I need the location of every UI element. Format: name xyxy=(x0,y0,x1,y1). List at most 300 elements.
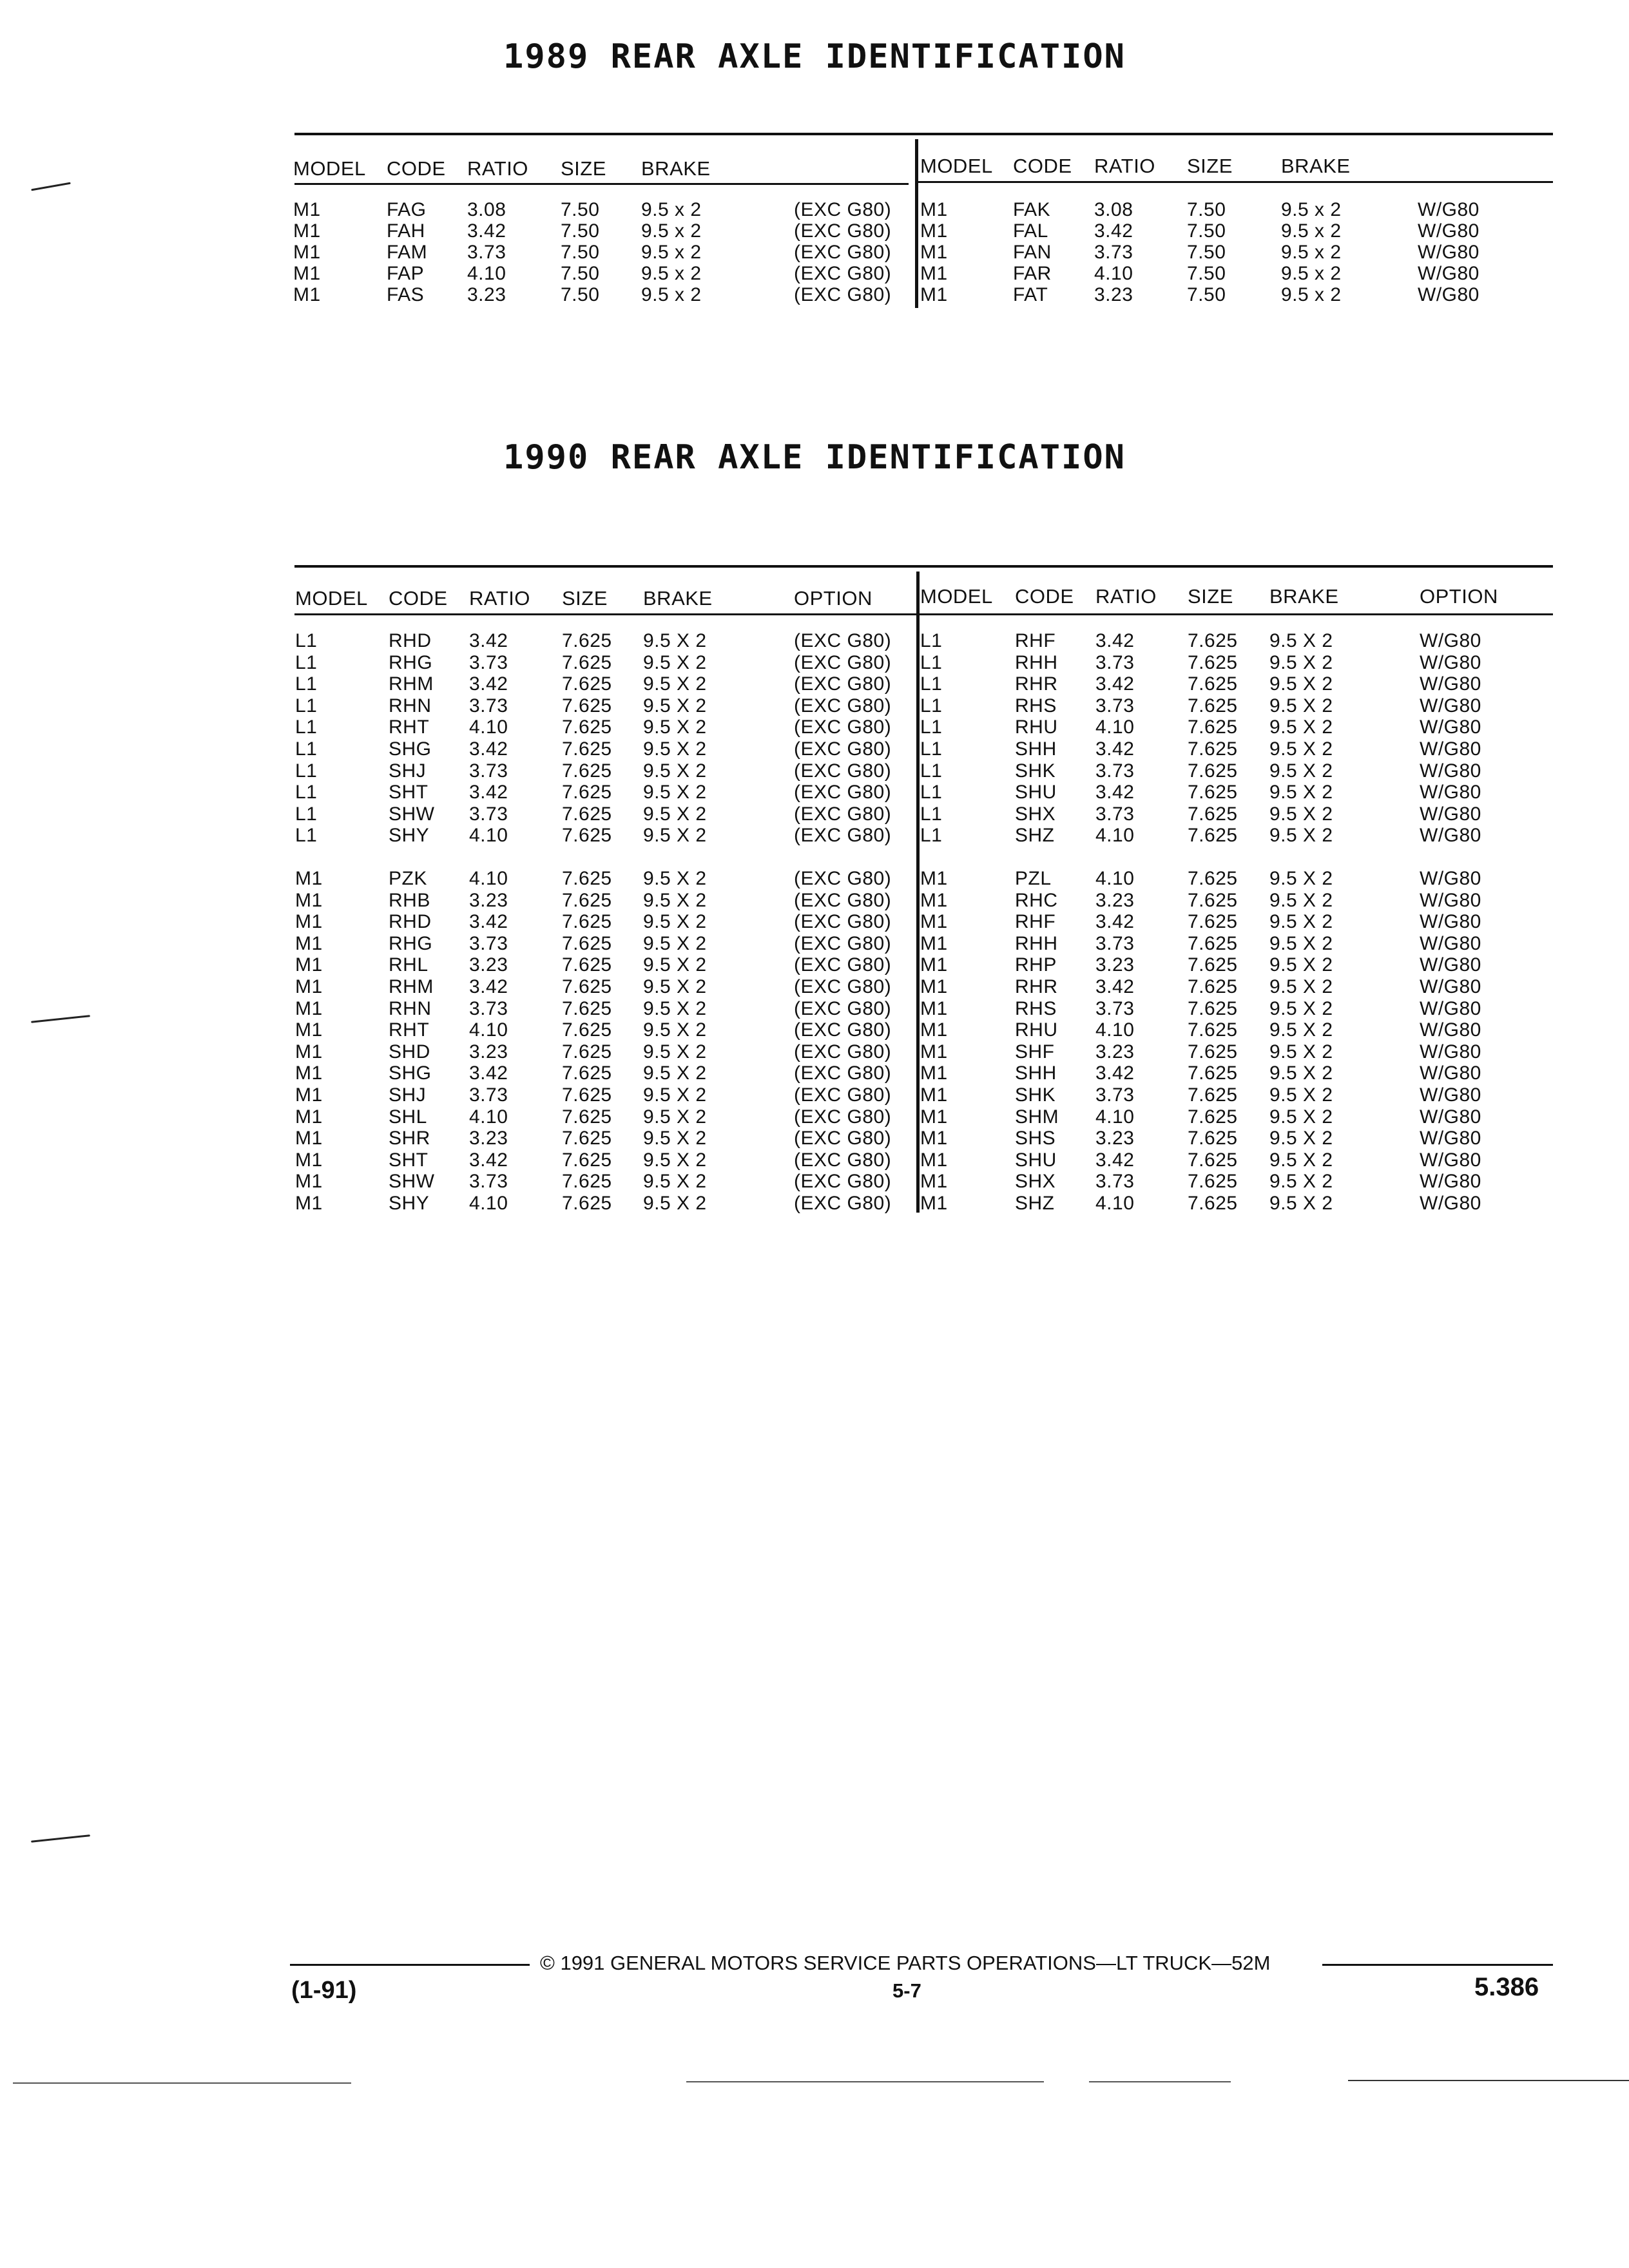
left-code-cell: FAS xyxy=(387,284,425,305)
left-size-cell: 7.625 xyxy=(562,716,612,738)
right-code-cell: FAT xyxy=(1013,284,1048,305)
left-size-cell: 7.625 xyxy=(562,825,612,847)
left-ratio-cell: 3.42 xyxy=(469,630,508,651)
left-model-cell: M1 xyxy=(295,1062,323,1084)
right-brake-cell: 9.5 X 2 xyxy=(1269,997,1333,1019)
right-ratio-cell: 3.42 xyxy=(1095,976,1135,997)
footer-rule-left xyxy=(290,1964,530,1966)
left-model-cell: M1 xyxy=(293,263,321,284)
header-right-model: MODEL xyxy=(920,155,993,177)
left-size-cell: 7.625 xyxy=(562,760,612,782)
right-model-cell: M1 xyxy=(920,1062,948,1084)
right-code-cell: RHF xyxy=(1015,911,1056,933)
right-brake-cell: 9.5 X 2 xyxy=(1269,630,1333,651)
left-size-cell: 7.625 xyxy=(562,1041,612,1062)
right-model-cell: M1 xyxy=(920,199,948,220)
right-size-cell: 7.625 xyxy=(1188,868,1238,889)
left-ratio-cell: 3.73 xyxy=(469,932,508,954)
left-option-cell: (EXC G80) xyxy=(794,911,892,933)
left-code-cell: PZK xyxy=(389,868,427,889)
right-code-cell: FAN xyxy=(1013,242,1052,263)
right-model-cell: L1 xyxy=(920,782,943,803)
right-ratio-cell: 4.10 xyxy=(1095,868,1135,889)
left-brake-cell: 9.5 X 2 xyxy=(643,630,707,651)
left-code-cell: RHG xyxy=(389,651,433,673)
left-size-cell: 7.50 xyxy=(561,242,600,263)
left-model-cell: M1 xyxy=(293,199,321,220)
right-size-cell: 7.625 xyxy=(1188,695,1238,716)
left-ratio-cell: 3.73 xyxy=(467,242,506,263)
left-ratio-cell: 3.23 xyxy=(469,1041,508,1062)
right-option-cell: W/G80 xyxy=(1418,284,1480,305)
left-option-cell: (EXC G80) xyxy=(794,1149,892,1171)
header-right-brake: BRAKE xyxy=(1281,155,1351,177)
left-option-cell: (EXC G80) xyxy=(794,1193,892,1214)
right-option-cell: W/G80 xyxy=(1420,997,1481,1019)
left-model-cell: M1 xyxy=(295,976,323,997)
left-size-cell: 7.625 xyxy=(562,738,612,760)
right-code-cell: RHH xyxy=(1015,651,1058,673)
left-brake-cell: 9.5 X 2 xyxy=(643,825,707,847)
right-model-cell: M1 xyxy=(920,954,948,976)
right-option-cell: W/G80 xyxy=(1420,954,1481,976)
left-size-cell: 7.625 xyxy=(562,630,612,651)
right-option-cell: W/G80 xyxy=(1420,782,1481,803)
left-model-cell: M1 xyxy=(295,1041,323,1062)
right-model-cell: M1 xyxy=(920,868,948,889)
left-size-cell: 7.625 xyxy=(562,1062,612,1084)
left-size-cell: 7.50 xyxy=(561,284,600,305)
left-size-cell: 7.625 xyxy=(562,1106,612,1128)
header-right-size: SIZE xyxy=(1188,585,1233,608)
right-ratio-cell: 3.73 xyxy=(1095,695,1135,716)
right-code-cell: SHK xyxy=(1015,760,1056,782)
right-brake-cell: 9.5 X 2 xyxy=(1269,911,1333,933)
header-left-option: OPTION xyxy=(794,587,872,610)
left-brake-cell: 9.5 X 2 xyxy=(643,911,707,933)
scan-mark xyxy=(31,182,71,191)
right-ratio-cell: 3.42 xyxy=(1095,630,1135,651)
right-brake-cell: 9.5 X 2 xyxy=(1269,1041,1333,1062)
header-right-ratio: RATIO xyxy=(1094,155,1155,177)
table-1989-top-rule xyxy=(294,133,1553,135)
right-size-cell: 7.625 xyxy=(1188,1019,1238,1041)
header-right-code: CODE xyxy=(1015,585,1074,608)
right-option-cell: W/G80 xyxy=(1420,889,1481,911)
right-ratio-cell: 3.73 xyxy=(1095,1171,1135,1193)
right-ratio-cell: 3.08 xyxy=(1094,199,1133,220)
left-brake-cell: 9.5 X 2 xyxy=(643,760,707,782)
right-size-cell: 7.625 xyxy=(1188,1193,1238,1214)
left-option-cell: (EXC G80) xyxy=(794,738,892,760)
footer-rule-right xyxy=(1322,1964,1553,1966)
left-option-cell: (EXC G80) xyxy=(794,1171,892,1193)
left-brake-cell: 9.5 X 2 xyxy=(643,1193,707,1214)
header-left-size: SIZE xyxy=(562,587,608,610)
right-code-cell: RHU xyxy=(1015,716,1058,738)
right-model-cell: M1 xyxy=(920,1041,948,1062)
right-brake-cell: 9.5 X 2 xyxy=(1269,651,1333,673)
header-right-ratio: RATIO xyxy=(1095,585,1157,608)
left-model-cell: M1 xyxy=(295,868,323,889)
left-option-cell: (EXC G80) xyxy=(794,651,892,673)
left-code-cell: FAM xyxy=(387,242,428,263)
header-left-ratio: RATIO xyxy=(469,587,530,610)
left-code-cell: FAH xyxy=(387,220,425,242)
right-brake-cell: 9.5 X 2 xyxy=(1269,1149,1333,1171)
left-option-cell: (EXC G80) xyxy=(794,803,892,825)
right-model-cell: M1 xyxy=(920,932,948,954)
right-size-cell: 7.625 xyxy=(1188,889,1238,911)
left-option-cell: (EXC G80) xyxy=(794,868,892,889)
left-ratio-cell: 4.10 xyxy=(469,1193,508,1214)
left-code-cell: SHL xyxy=(389,1106,427,1128)
left-size-cell: 7.50 xyxy=(561,263,600,284)
right-option-cell: W/G80 xyxy=(1420,1041,1481,1062)
left-size-cell: 7.50 xyxy=(561,220,600,242)
left-model-cell: L1 xyxy=(295,695,318,716)
left-option-cell: (EXC G80) xyxy=(794,1041,892,1062)
right-code-cell: SHS xyxy=(1015,1128,1056,1149)
left-size-cell: 7.625 xyxy=(562,868,612,889)
right-ratio-cell: 4.10 xyxy=(1095,1106,1135,1128)
right-model-cell: M1 xyxy=(920,911,948,933)
right-option-cell: W/G80 xyxy=(1420,911,1481,933)
header-left-code: CODE xyxy=(389,587,448,610)
right-code-cell: RHC xyxy=(1015,889,1058,911)
left-ratio-cell: 3.73 xyxy=(469,1084,508,1106)
left-model-cell: L1 xyxy=(295,782,318,803)
left-code-cell: RHL xyxy=(389,954,429,976)
right-code-cell: FAL xyxy=(1013,220,1048,242)
right-option-cell: W/G80 xyxy=(1420,630,1481,651)
left-code-cell: RHT xyxy=(389,1019,430,1041)
left-option-cell: (EXC G80) xyxy=(794,782,892,803)
left-ratio-cell: 3.08 xyxy=(467,199,506,220)
left-brake-cell: 9.5 X 2 xyxy=(643,1171,707,1193)
right-ratio-cell: 3.73 xyxy=(1095,651,1135,673)
left-size-cell: 7.625 xyxy=(562,997,612,1019)
right-code-cell: SHK xyxy=(1015,1084,1056,1106)
right-code-cell: SHH xyxy=(1015,1062,1057,1084)
right-size-cell: 7.625 xyxy=(1188,911,1238,933)
right-ratio-cell: 4.10 xyxy=(1095,716,1135,738)
right-option-cell: W/G80 xyxy=(1420,1106,1481,1128)
right-option-cell: W/G80 xyxy=(1420,868,1481,889)
right-model-cell: L1 xyxy=(920,738,943,760)
left-code-cell: RHN xyxy=(389,695,432,716)
right-option-cell: W/G80 xyxy=(1420,673,1481,695)
right-code-cell: SHX xyxy=(1015,1171,1056,1193)
left-model-cell: M1 xyxy=(293,220,321,242)
right-size-cell: 7.625 xyxy=(1188,954,1238,976)
left-size-cell: 7.625 xyxy=(562,1171,612,1193)
right-brake-cell: 9.5 X 2 xyxy=(1269,803,1333,825)
left-model-cell: M1 xyxy=(295,1084,323,1106)
right-code-cell: SHZ xyxy=(1015,825,1055,847)
right-ratio-cell: 4.10 xyxy=(1095,1193,1135,1214)
left-option-cell: (EXC G80) xyxy=(794,673,892,695)
right-model-cell: M1 xyxy=(920,284,948,305)
left-code-cell: SHD xyxy=(389,1041,430,1062)
right-size-cell: 7.50 xyxy=(1187,242,1226,263)
left-size-cell: 7.625 xyxy=(562,1149,612,1171)
right-option-cell: W/G80 xyxy=(1418,220,1480,242)
right-size-cell: 7.625 xyxy=(1188,976,1238,997)
right-ratio-cell: 3.73 xyxy=(1095,997,1135,1019)
right-brake-cell: 9.5 X 2 xyxy=(1269,1084,1333,1106)
header-left-ratio: RATIO xyxy=(467,157,528,180)
right-size-cell: 7.625 xyxy=(1188,716,1238,738)
left-code-cell: SHG xyxy=(389,1062,432,1084)
right-ratio-cell: 3.42 xyxy=(1095,1149,1135,1171)
header-left-model: MODEL xyxy=(295,587,368,610)
right-size-cell: 7.625 xyxy=(1188,1149,1238,1171)
left-ratio-cell: 4.10 xyxy=(467,263,506,284)
right-size-cell: 7.625 xyxy=(1188,1041,1238,1062)
left-code-cell: RHT xyxy=(389,716,430,738)
left-ratio-cell: 3.42 xyxy=(469,911,508,933)
left-ratio-cell: 3.73 xyxy=(469,651,508,673)
right-brake-cell: 9.5 x 2 xyxy=(1281,242,1342,263)
right-brake-cell: 9.5 x 2 xyxy=(1281,199,1342,220)
left-option-cell: (EXC G80) xyxy=(794,889,892,911)
header-left-model: MODEL xyxy=(293,157,366,180)
left-brake-cell: 9.5 X 2 xyxy=(643,803,707,825)
left-brake-cell: 9.5 X 2 xyxy=(643,651,707,673)
right-brake-cell: 9.5 X 2 xyxy=(1269,889,1333,911)
left-model-cell: M1 xyxy=(295,1019,323,1041)
left-size-cell: 7.625 xyxy=(562,889,612,911)
right-brake-cell: 9.5 X 2 xyxy=(1269,954,1333,976)
right-option-cell: W/G80 xyxy=(1420,695,1481,716)
right-option-cell: W/G80 xyxy=(1420,1193,1481,1214)
right-size-cell: 7.625 xyxy=(1188,1106,1238,1128)
title-1989: 1989 REAR AXLE IDENTIFICATION xyxy=(503,37,1126,76)
right-brake-cell: 9.5 X 2 xyxy=(1269,1062,1333,1084)
left-ratio-cell: 4.10 xyxy=(469,868,508,889)
right-model-cell: M1 xyxy=(920,1106,948,1128)
left-ratio-cell: 3.23 xyxy=(469,889,508,911)
right-size-cell: 7.625 xyxy=(1188,673,1238,695)
left-size-cell: 7.625 xyxy=(562,651,612,673)
right-ratio-cell: 4.10 xyxy=(1095,1019,1135,1041)
right-option-cell: W/G80 xyxy=(1420,1171,1481,1193)
right-size-cell: 7.50 xyxy=(1187,220,1226,242)
right-code-cell: SHZ xyxy=(1015,1193,1055,1214)
table-1990-header-rule xyxy=(294,613,1553,615)
left-model-cell: L1 xyxy=(295,803,318,825)
left-code-cell: SHY xyxy=(389,1193,430,1214)
right-model-cell: L1 xyxy=(920,695,943,716)
right-code-cell: RHH xyxy=(1015,932,1058,954)
right-code-cell: RHS xyxy=(1015,997,1057,1019)
left-brake-cell: 9.5 x 2 xyxy=(641,284,702,305)
left-option-cell: (EXC G80) xyxy=(794,630,892,651)
left-size-cell: 7.625 xyxy=(562,673,612,695)
left-size-cell: 7.625 xyxy=(562,976,612,997)
right-brake-cell: 9.5 X 2 xyxy=(1269,738,1333,760)
left-option-cell: (EXC G80) xyxy=(794,1084,892,1106)
scan-mark xyxy=(31,1015,90,1023)
header-right-brake: BRAKE xyxy=(1269,585,1339,608)
left-option-cell: (EXC G80) xyxy=(794,760,892,782)
right-ratio-cell: 3.42 xyxy=(1095,738,1135,760)
right-code-cell: FAK xyxy=(1013,199,1051,220)
left-code-cell: RHD xyxy=(389,630,432,651)
left-model-cell: M1 xyxy=(295,1128,323,1149)
right-code-cell: SHF xyxy=(1015,1041,1055,1062)
left-code-cell: SHW xyxy=(389,1171,435,1193)
right-size-cell: 7.625 xyxy=(1188,932,1238,954)
left-option-cell: (EXC G80) xyxy=(794,954,892,976)
right-code-cell: RHR xyxy=(1015,673,1058,695)
right-model-cell: L1 xyxy=(920,803,943,825)
left-size-cell: 7.625 xyxy=(562,932,612,954)
left-code-cell: SHY xyxy=(389,825,430,847)
right-code-cell: RHU xyxy=(1015,1019,1058,1041)
right-ratio-cell: 3.23 xyxy=(1094,284,1133,305)
right-code-cell: FAR xyxy=(1013,263,1052,284)
right-brake-cell: 9.5 X 2 xyxy=(1269,782,1333,803)
scan-line xyxy=(1089,2081,1231,2082)
left-code-cell: SHW xyxy=(389,803,435,825)
left-brake-cell: 9.5 X 2 xyxy=(643,1106,707,1128)
left-ratio-cell: 3.42 xyxy=(469,1149,508,1171)
right-option-cell: W/G80 xyxy=(1420,651,1481,673)
left-size-cell: 7.625 xyxy=(562,1193,612,1214)
title-1990: 1990 REAR AXLE IDENTIFICATION xyxy=(503,438,1126,477)
table-1990-divider xyxy=(916,572,920,1213)
right-brake-cell: 9.5 X 2 xyxy=(1269,673,1333,695)
right-option-cell: W/G80 xyxy=(1420,1019,1481,1041)
left-ratio-cell: 3.42 xyxy=(469,1062,508,1084)
left-brake-cell: 9.5 X 2 xyxy=(643,673,707,695)
left-option-cell: (EXC G80) xyxy=(794,695,892,716)
right-ratio-cell: 3.42 xyxy=(1094,220,1133,242)
right-model-cell: M1 xyxy=(920,1084,948,1106)
right-code-cell: SHX xyxy=(1015,803,1056,825)
right-brake-cell: 9.5 X 2 xyxy=(1269,1019,1333,1041)
right-size-cell: 7.625 xyxy=(1188,997,1238,1019)
right-size-cell: 7.625 xyxy=(1188,1084,1238,1106)
table-1989-header-rule xyxy=(294,183,909,185)
left-code-cell: SHR xyxy=(389,1128,430,1149)
header-right-option: OPTION xyxy=(1420,585,1498,608)
header-left-code: CODE xyxy=(387,157,446,180)
left-size-cell: 7.625 xyxy=(562,782,612,803)
right-option-cell: W/G80 xyxy=(1420,825,1481,847)
right-size-cell: 7.625 xyxy=(1188,760,1238,782)
right-size-cell: 7.50 xyxy=(1187,263,1226,284)
right-option-cell: W/G80 xyxy=(1418,242,1480,263)
right-model-cell: M1 xyxy=(920,1019,948,1041)
right-brake-cell: 9.5 X 2 xyxy=(1269,716,1333,738)
right-option-cell: W/G80 xyxy=(1420,1149,1481,1171)
right-option-cell: W/G80 xyxy=(1420,716,1481,738)
left-brake-cell: 9.5 X 2 xyxy=(643,1062,707,1084)
scan-line xyxy=(686,2081,1044,2082)
left-option-cell: (EXC G80) xyxy=(794,932,892,954)
right-ratio-cell: 3.73 xyxy=(1095,803,1135,825)
left-option-cell: (EXC G80) xyxy=(794,199,892,220)
right-size-cell: 7.625 xyxy=(1188,1062,1238,1084)
scan-line xyxy=(13,2082,351,2084)
right-code-cell: SHM xyxy=(1015,1106,1059,1128)
right-option-cell: W/G80 xyxy=(1420,1128,1481,1149)
table-1989-divider xyxy=(915,139,918,308)
left-brake-cell: 9.5 X 2 xyxy=(643,1019,707,1041)
left-code-cell: SHT xyxy=(389,782,429,803)
right-brake-cell: 9.5 X 2 xyxy=(1269,1128,1333,1149)
right-size-cell: 7.625 xyxy=(1188,825,1238,847)
left-brake-cell: 9.5 x 2 xyxy=(641,220,702,242)
left-option-cell: (EXC G80) xyxy=(794,1128,892,1149)
left-size-cell: 7.625 xyxy=(562,954,612,976)
right-option-cell: W/G80 xyxy=(1420,976,1481,997)
right-model-cell: L1 xyxy=(920,825,943,847)
left-brake-cell: 9.5 X 2 xyxy=(643,889,707,911)
right-size-cell: 7.625 xyxy=(1188,1171,1238,1193)
left-ratio-cell: 3.23 xyxy=(469,954,508,976)
right-model-cell: M1 xyxy=(920,263,948,284)
right-model-cell: M1 xyxy=(920,976,948,997)
right-option-cell: W/G80 xyxy=(1420,738,1481,760)
left-option-cell: (EXC G80) xyxy=(794,284,892,305)
right-ratio-cell: 3.42 xyxy=(1095,782,1135,803)
right-model-cell: M1 xyxy=(920,889,948,911)
right-model-cell: L1 xyxy=(920,673,943,695)
left-code-cell: RHM xyxy=(389,976,434,997)
right-ratio-cell: 3.23 xyxy=(1095,1128,1135,1149)
left-size-cell: 7.625 xyxy=(562,1084,612,1106)
left-model-cell: M1 xyxy=(295,889,323,911)
right-brake-cell: 9.5 X 2 xyxy=(1269,760,1333,782)
right-ratio-cell: 3.23 xyxy=(1095,889,1135,911)
left-brake-cell: 9.5 X 2 xyxy=(643,954,707,976)
left-ratio-cell: 3.42 xyxy=(469,673,508,695)
right-option-cell: W/G80 xyxy=(1420,1062,1481,1084)
right-option-cell: W/G80 xyxy=(1420,803,1481,825)
left-model-cell: M1 xyxy=(295,954,323,976)
right-model-cell: M1 xyxy=(920,1128,948,1149)
right-model-cell: M1 xyxy=(920,1193,948,1214)
left-code-cell: FAG xyxy=(387,199,427,220)
left-brake-cell: 9.5 X 2 xyxy=(643,1149,707,1171)
scan-mark xyxy=(31,1834,90,1843)
left-code-cell: RHG xyxy=(389,932,433,954)
left-model-cell: M1 xyxy=(295,932,323,954)
left-code-cell: SHT xyxy=(389,1149,429,1171)
left-ratio-cell: 3.73 xyxy=(469,803,508,825)
left-brake-cell: 9.5 X 2 xyxy=(643,1128,707,1149)
left-ratio-cell: 3.42 xyxy=(469,976,508,997)
left-ratio-cell: 3.73 xyxy=(469,695,508,716)
left-model-cell: M1 xyxy=(295,1106,323,1128)
left-ratio-cell: 3.23 xyxy=(469,1128,508,1149)
right-model-cell: L1 xyxy=(920,630,943,651)
left-ratio-cell: 4.10 xyxy=(469,1019,508,1041)
left-size-cell: 7.625 xyxy=(562,695,612,716)
right-size-cell: 7.50 xyxy=(1187,284,1226,305)
left-option-cell: (EXC G80) xyxy=(794,1019,892,1041)
left-ratio-cell: 3.23 xyxy=(467,284,506,305)
left-size-cell: 7.625 xyxy=(562,1128,612,1149)
right-model-cell: L1 xyxy=(920,716,943,738)
left-model-cell: L1 xyxy=(295,760,318,782)
left-size-cell: 7.625 xyxy=(562,1019,612,1041)
left-code-cell: RHB xyxy=(389,889,430,911)
